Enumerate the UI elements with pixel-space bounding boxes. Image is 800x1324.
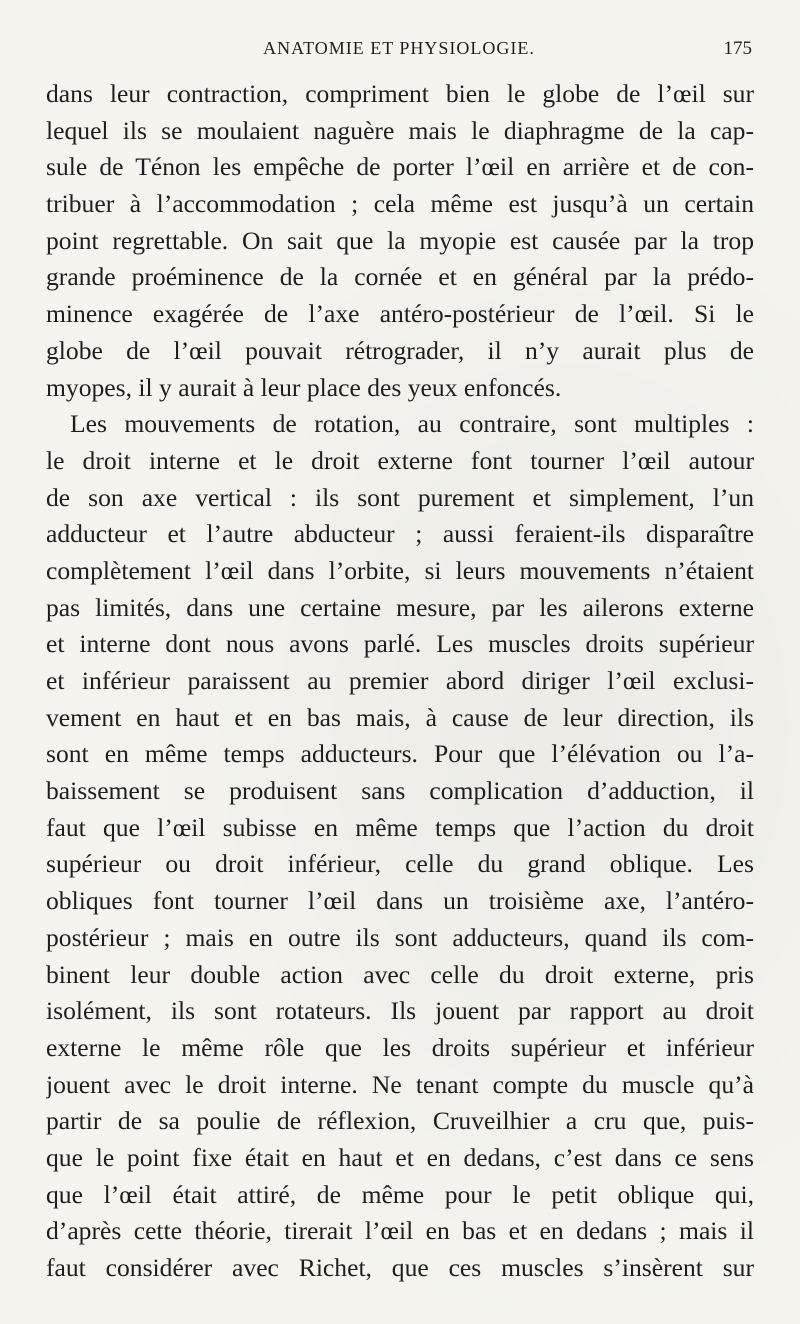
text-line: sule de Ténon les empêche de porter l’œil en arrière et de con- (46, 152, 754, 182)
running-title: ANATOMIE ET PHYSIOLOGIE. (263, 38, 535, 58)
text-line: et interne dont nous avons parlé. Les muscles droits supérieur (46, 629, 754, 659)
text-line: de son axe vertical : ils sont purement et simplement, l’un (46, 482, 754, 512)
text-line: lequel ils se moulaient naguère mais le diaphragme de la cap- (46, 115, 754, 145)
paragraph-end-line: myopes, il y aurait à leur place des yeux enfoncés. (46, 372, 562, 402)
text-line: obliques font tourner l’œil dans un troisième axe, l’antéro- (46, 886, 754, 916)
text-line: faut considérer avec Richet, que ces muscles s’insèrent sur (46, 1253, 754, 1282)
text-line: grande proéminence de la cornée et en général par la prédo- (46, 262, 754, 292)
text-line: postérieur ; mais en outre ils sont adducteurs, quand ils com- (46, 922, 754, 952)
text-line: que l’œil était attiré, de même pour le petit oblique qui, (46, 1179, 754, 1209)
text-line: globe de l’œil pouvait rétrograder, il n’y aurait plus de (46, 335, 754, 365)
text-line: partir de sa poulie de réflexion, Cruveilhier a cru que, puis- (46, 1106, 754, 1136)
text-line: supérieur ou droit inférieur, celle du grand oblique. Les (46, 849, 754, 879)
text-line: sont en même temps adducteurs. Pour que l’élévation ou l’a- (46, 739, 754, 769)
text-line: et inférieur paraissent au premier abord diriger l’œil exclusi- (46, 666, 754, 695)
text-line: isolément, ils sont rotateurs. Ils jouent par rapport au droit (46, 996, 754, 1026)
text-line: faut que l’œil subisse en même temps que l’action du droit (46, 812, 754, 842)
text-line: binent leur double action avec celle du droit externe, pris (46, 959, 754, 989)
body-text (46, 76, 754, 1287)
text-line: externe le même rôle que les droits supérieur et inférieur (46, 1032, 754, 1062)
text-line: tribuer à l’accommodation ; cela même est jusqu’à un certain (46, 189, 754, 219)
text-line: que le point fixe était en haut et en dedans, c’est dans ce sens (46, 1142, 754, 1172)
text-line: le droit interne et le droit externe font tourner l’œil autour (46, 445, 754, 475)
text-line: minence exagérée de l’axe antéro-postérieur de l’œil. Si le (46, 299, 754, 329)
paragraph-start-line: Les mouvements de rotation, au contraire, sont multiples : (70, 409, 754, 439)
text-line: adducteur et l’autre abducteur ; aussi feraient-ils disparaître (46, 519, 754, 549)
text-line: baissement se produisent sans complication d’adduction, il (46, 776, 754, 806)
text-line: jouent avec le droit interne. Ne tenant compte du muscle qu’à (46, 1069, 754, 1099)
page-number: 175 (723, 38, 752, 59)
text-line: complètement l’œil dans l’orbite, si leurs mouvements n’étaient (46, 555, 754, 585)
text-line: vement en haut et en bas mais, à cause de leur direction, ils (46, 702, 754, 732)
text-line: point regrettable. On sait que la myopie est causée par la trop (46, 225, 754, 255)
running-head (46, 38, 752, 64)
text-line: d’après cette théorie, tirerait l’œil en bas et en dedans ; mais il (46, 1216, 754, 1246)
text-line: dans leur contraction, compriment bien le globe de l’œil sur (46, 79, 754, 108)
text-line: pas limités, dans une certaine mesure, par les ailerons externe (46, 592, 754, 622)
